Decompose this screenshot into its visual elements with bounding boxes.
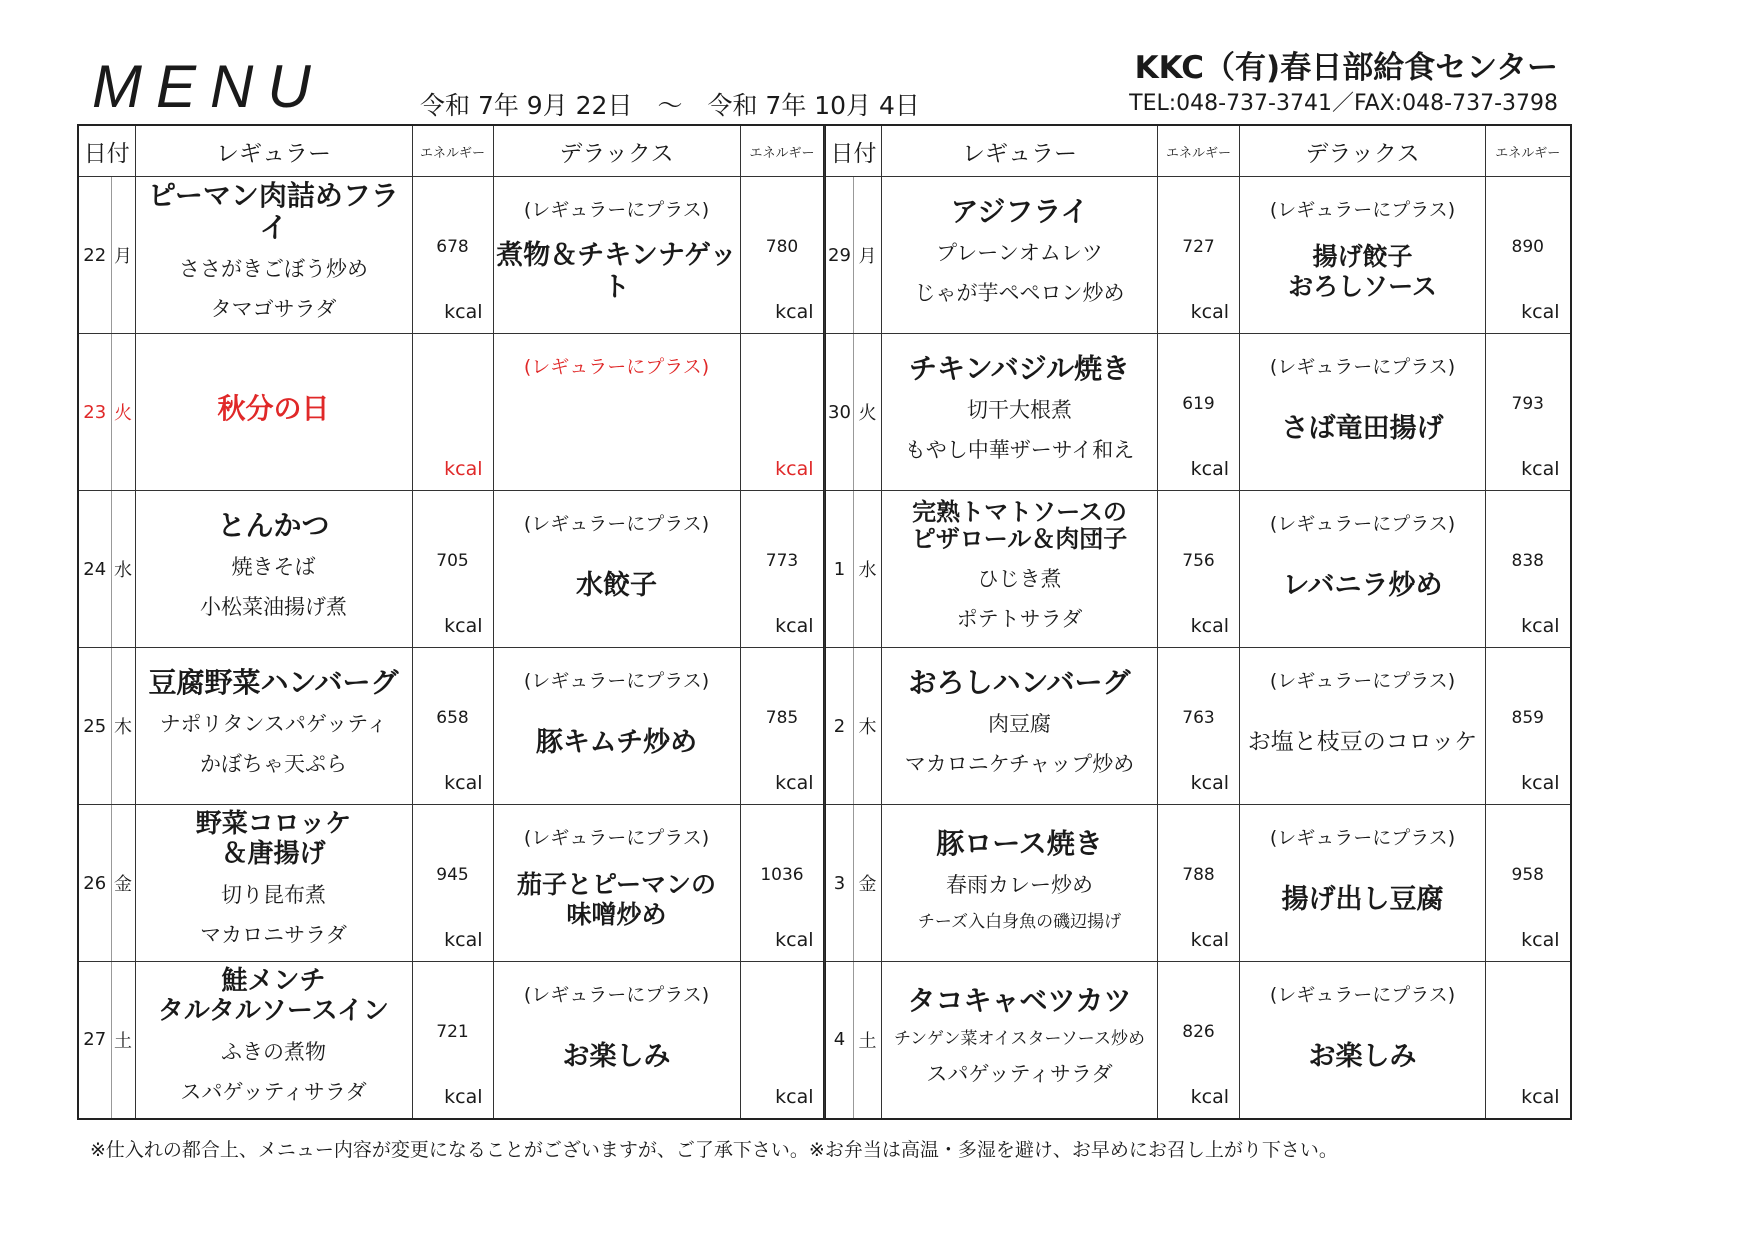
header-regular: レギュラー (135, 125, 412, 177)
regular-kcal-value: 826 (1182, 1022, 1215, 1042)
regular-main-dish: 鮭メンチ タルタルソースイン (157, 965, 390, 1026)
deluxe-cell (493, 962, 740, 1119)
day-weekday: 火 (111, 334, 135, 491)
regular-side-dish: タマゴサラダ (210, 297, 337, 322)
deluxe-dish: 煮物＆チキンナゲット (496, 239, 737, 303)
header-date: 日付 (825, 125, 882, 177)
regular-side-dish: ナポリタンスパゲッティ (159, 712, 388, 737)
day-weekday: 金 (111, 805, 135, 962)
deluxe-kcal-value: 859 (1511, 708, 1544, 728)
header-energy: エネルギー (1486, 125, 1571, 177)
regular-side-dish: もやし中華ザーサイ和え (904, 438, 1135, 463)
day-date: 3 (825, 805, 854, 962)
day-date: 30 (825, 334, 854, 491)
regular-side-dish: 肉豆腐 (988, 712, 1051, 737)
deluxe-energy-cell (740, 648, 824, 805)
regular-energy-cell (412, 177, 493, 334)
regular-cell (882, 648, 1158, 805)
deluxe-energy-cell (740, 177, 824, 334)
kcal-unit: kcal (444, 772, 483, 794)
regular-cell (135, 648, 412, 805)
kcal-unit: kcal (1521, 1085, 1560, 1108)
regular-cell (135, 491, 412, 648)
header-deluxe: デラックス (1240, 125, 1486, 177)
deluxe-note: (レギュラーにプラス) (1269, 513, 1456, 535)
deluxe-note: (レギュラーにプラス) (523, 356, 710, 378)
deluxe-note: (レギュラーにプラス) (523, 670, 710, 692)
regular-energy-cell (412, 648, 493, 805)
regular-main-dish: おろしハンバーグ (908, 666, 1131, 700)
regular-side-dish: スパゲッティサラダ (926, 1062, 1113, 1087)
regular-energy-cell (412, 491, 493, 648)
day-weekday: 火 (854, 334, 882, 491)
regular-energy-cell (1158, 962, 1240, 1119)
deluxe-dish: お楽しみ (562, 1040, 671, 1072)
regular-side-dish: 切干大根煮 (967, 398, 1072, 423)
regular-cell (882, 962, 1158, 1119)
kcal-unit: kcal (444, 301, 483, 323)
regular-side-dish: ふきの煮物 (221, 1039, 326, 1064)
regular-side-dish: プレーンオムレツ (936, 241, 1103, 266)
regular-main-dish: アジフライ (950, 195, 1089, 229)
regular-side-dish: ささがきごぼう炒め (179, 257, 368, 282)
deluxe-dish: さば竜田揚げ (1281, 412, 1444, 444)
table-row (825, 648, 1571, 805)
day-date: 22 (78, 177, 111, 334)
day-weekday: 土 (854, 962, 882, 1119)
regular-energy-cell (1158, 177, 1240, 334)
deluxe-kcal-value: 1036 (760, 865, 804, 885)
regular-side-dish: じゃが芋ペペロン炒め (914, 281, 1125, 306)
menu-table-week2 (823, 124, 1572, 1120)
menu-period: 令和 7年 9月 22日 ～ 令和 7年 10月 4日 (420, 91, 920, 120)
company-contact: TEL:048-737-3741／FAX:048-737-3798 (1129, 91, 1558, 116)
deluxe-kcal-value: 958 (1511, 865, 1544, 885)
kcal-unit: kcal (775, 772, 814, 794)
regular-energy-cell (412, 334, 493, 491)
regular-side-dish: かぼちゃ天ぷら (200, 752, 347, 777)
deluxe-energy-cell (740, 491, 824, 648)
regular-main-dish: 豚ロース焼き (936, 826, 1103, 860)
regular-side-dish: スパゲッティサラダ (180, 1079, 367, 1104)
regular-side-dish: チンゲン菜オイスターソース炒め (894, 1028, 1145, 1049)
kcal-unit: kcal (444, 458, 483, 480)
day-date: 29 (825, 177, 854, 334)
regular-cell (882, 334, 1158, 491)
page-title: MENU (92, 53, 325, 120)
deluxe-note: (レギュラーにプラス) (523, 199, 710, 221)
footnote: ※仕入れの都合上、メニュー内容が変更になることがございますが、ご了承下さい。※お弁当は高温・多湿を避け、お早めにお召し上がり下さい。 (90, 1139, 1338, 1161)
regular-kcal-value: 756 (1182, 551, 1215, 571)
deluxe-energy-cell (1486, 648, 1571, 805)
day-weekday: 水 (854, 491, 882, 648)
regular-energy-cell (412, 962, 493, 1119)
regular-cell (135, 177, 412, 334)
deluxe-note: (レギュラーにプラス) (1269, 199, 1456, 221)
day-weekday: 土 (111, 962, 135, 1119)
regular-kcal-value: 788 (1182, 865, 1215, 885)
regular-kcal-value: 721 (436, 1022, 469, 1042)
kcal-unit: kcal (775, 1085, 814, 1108)
deluxe-dish: 揚げ餃子 おろしソース (1288, 242, 1437, 301)
regular-side-dish: ポテトサラダ (956, 606, 1083, 631)
day-weekday: 水 (111, 491, 135, 648)
regular-cell (135, 334, 412, 491)
regular-main-dish: ピーマン肉詰めフライ (148, 178, 399, 245)
header-energy: エネルギー (740, 125, 824, 177)
deluxe-note: (レギュラーにプラス) (1269, 827, 1456, 849)
table-row (825, 491, 1571, 648)
kcal-unit: kcal (1521, 301, 1560, 323)
kcal-unit: kcal (775, 301, 814, 323)
deluxe-cell (1240, 648, 1486, 805)
day-date: 27 (78, 962, 111, 1119)
deluxe-energy-cell (740, 334, 824, 491)
day-date: 25 (78, 648, 111, 805)
kcal-unit: kcal (1190, 929, 1229, 951)
regular-main-dish: 豆腐野菜ハンバーグ (148, 666, 399, 700)
deluxe-cell (493, 648, 740, 805)
kcal-unit: kcal (444, 929, 483, 951)
regular-side-dish: ひじき煮 (977, 566, 1062, 591)
regular-kcal-value: 678 (436, 237, 469, 257)
deluxe-cell (1240, 491, 1486, 648)
regular-energy-cell (1158, 491, 1240, 648)
regular-energy-cell (1158, 648, 1240, 805)
regular-side-dish: 小松菜油揚げ煮 (200, 595, 347, 620)
day-date: 24 (78, 491, 111, 648)
menu-table-week1 (77, 124, 825, 1120)
deluxe-cell (1240, 177, 1486, 334)
kcal-unit: kcal (775, 929, 814, 951)
holiday-label: 秋分の日 (217, 391, 330, 425)
header-date: 日付 (78, 125, 135, 177)
deluxe-energy-cell (1486, 491, 1571, 648)
table-row (78, 334, 824, 491)
regular-kcal-value: 705 (436, 551, 469, 571)
company-name: KKC（有)春日部給食センター (1134, 50, 1558, 86)
header-energy: エネルギー (412, 125, 493, 177)
kcal-unit: kcal (1190, 615, 1229, 637)
deluxe-cell (1240, 334, 1486, 491)
regular-cell (882, 177, 1158, 334)
day-weekday: 金 (854, 805, 882, 962)
day-date: 1 (825, 491, 854, 648)
deluxe-kcal-value: 838 (1511, 551, 1544, 571)
kcal-unit: kcal (1190, 772, 1229, 794)
deluxe-cell (1240, 805, 1486, 962)
table-row (78, 648, 824, 805)
day-date: 26 (78, 805, 111, 962)
regular-energy-cell (1158, 334, 1240, 491)
deluxe-kcal-value: 785 (765, 708, 799, 728)
deluxe-dish: レバニラ炒め (1282, 569, 1443, 601)
day-date: 2 (825, 648, 854, 805)
header-energy: エネルギー (1158, 125, 1240, 177)
regular-kcal-value: 945 (436, 865, 469, 885)
deluxe-kcal-value: 773 (765, 551, 799, 571)
regular-main-dish: 野菜コロッケ ＆唐揚げ (195, 809, 352, 870)
regular-kcal-value: 763 (1182, 708, 1215, 728)
deluxe-dish: 揚げ出し豆腐 (1281, 883, 1444, 915)
day-date: 4 (825, 962, 854, 1119)
deluxe-note: (レギュラーにプラス) (1269, 984, 1456, 1006)
table-row (825, 805, 1571, 962)
regular-cell (882, 491, 1158, 648)
kcal-unit: kcal (1190, 458, 1229, 480)
regular-energy-cell (1158, 805, 1240, 962)
deluxe-dish: 茄子とピーマンの 味噌炒め (516, 870, 716, 929)
kcal-unit: kcal (1190, 301, 1229, 323)
table-header-row (825, 125, 1571, 177)
table-row (825, 334, 1571, 491)
deluxe-energy-cell (740, 962, 824, 1119)
kcal-unit: kcal (444, 1085, 483, 1108)
day-weekday: 月 (854, 177, 882, 334)
day-weekday: 月 (111, 177, 135, 334)
table-row (78, 962, 824, 1119)
deluxe-cell (1240, 962, 1486, 1119)
table-row (78, 805, 824, 962)
deluxe-note: (レギュラーにプラス) (1269, 356, 1456, 378)
kcal-unit: kcal (775, 615, 814, 637)
deluxe-kcal-value: 780 (765, 237, 799, 257)
table-row (825, 177, 1571, 334)
deluxe-energy-cell (1486, 334, 1571, 491)
deluxe-cell (493, 805, 740, 962)
regular-main-dish: タコキャベツカツ (907, 983, 1132, 1017)
regular-kcal-value: 727 (1182, 237, 1215, 257)
deluxe-energy-cell (1486, 962, 1571, 1119)
deluxe-dish: 水餃子 (576, 569, 657, 601)
deluxe-cell (493, 177, 740, 334)
deluxe-note: (レギュラーにプラス) (523, 984, 710, 1006)
regular-main-dish: チキンバジル焼き (908, 352, 1131, 386)
regular-side-dish: マカロニケチャップ炒め (904, 752, 1135, 777)
kcal-unit: kcal (1521, 929, 1560, 951)
deluxe-energy-cell (1486, 805, 1571, 962)
deluxe-kcal-value: 890 (1511, 237, 1544, 257)
deluxe-note: (レギュラーにプラス) (523, 513, 710, 535)
regular-main-dish: とんかつ (217, 509, 330, 543)
regular-kcal-value: 619 (1182, 394, 1215, 414)
deluxe-note: (レギュラーにプラス) (523, 827, 710, 849)
header-deluxe: デラックス (493, 125, 740, 177)
deluxe-dish: お塩と枝豆のコロッケ (1247, 729, 1478, 756)
table-header-row (78, 125, 824, 177)
kcal-unit: kcal (1190, 1085, 1229, 1108)
deluxe-cell (493, 334, 740, 491)
deluxe-cell (493, 491, 740, 648)
deluxe-kcal-value: 793 (1511, 394, 1544, 414)
kcal-unit: kcal (1521, 458, 1560, 480)
regular-cell (135, 805, 412, 962)
regular-side-dish: 焼きそば (231, 555, 316, 580)
regular-energy-cell (412, 805, 493, 962)
regular-side-dish: マカロニサラダ (200, 922, 347, 947)
regular-side-dish: 切り昆布煮 (221, 883, 326, 907)
kcal-unit: kcal (775, 458, 814, 480)
table-row (825, 962, 1571, 1119)
regular-kcal-value: 658 (436, 708, 469, 728)
regular-cell (135, 962, 412, 1119)
regular-main-dish: 完熟トマトソースの ピザロール＆肉団子 (911, 497, 1128, 554)
day-date: 23 (78, 334, 111, 491)
day-weekday: 木 (854, 648, 882, 805)
regular-side-dish: チーズ入白身魚の磯辺揚げ (917, 911, 1122, 932)
deluxe-dish: お楽しみ (1308, 1040, 1417, 1072)
header-regular: レギュラー (882, 125, 1158, 177)
kcal-unit: kcal (1521, 615, 1560, 637)
table-row (78, 177, 824, 334)
deluxe-dish: 豚キムチ炒め (535, 726, 698, 758)
kcal-unit: kcal (1521, 772, 1560, 794)
day-weekday: 木 (111, 648, 135, 805)
deluxe-energy-cell (740, 805, 824, 962)
deluxe-note: (レギュラーにプラス) (1269, 670, 1456, 692)
regular-cell (882, 805, 1158, 962)
kcal-unit: kcal (444, 615, 483, 637)
table-row (78, 491, 824, 648)
deluxe-energy-cell (1486, 177, 1571, 334)
regular-side-dish: 春雨カレー炒め (946, 873, 1093, 897)
